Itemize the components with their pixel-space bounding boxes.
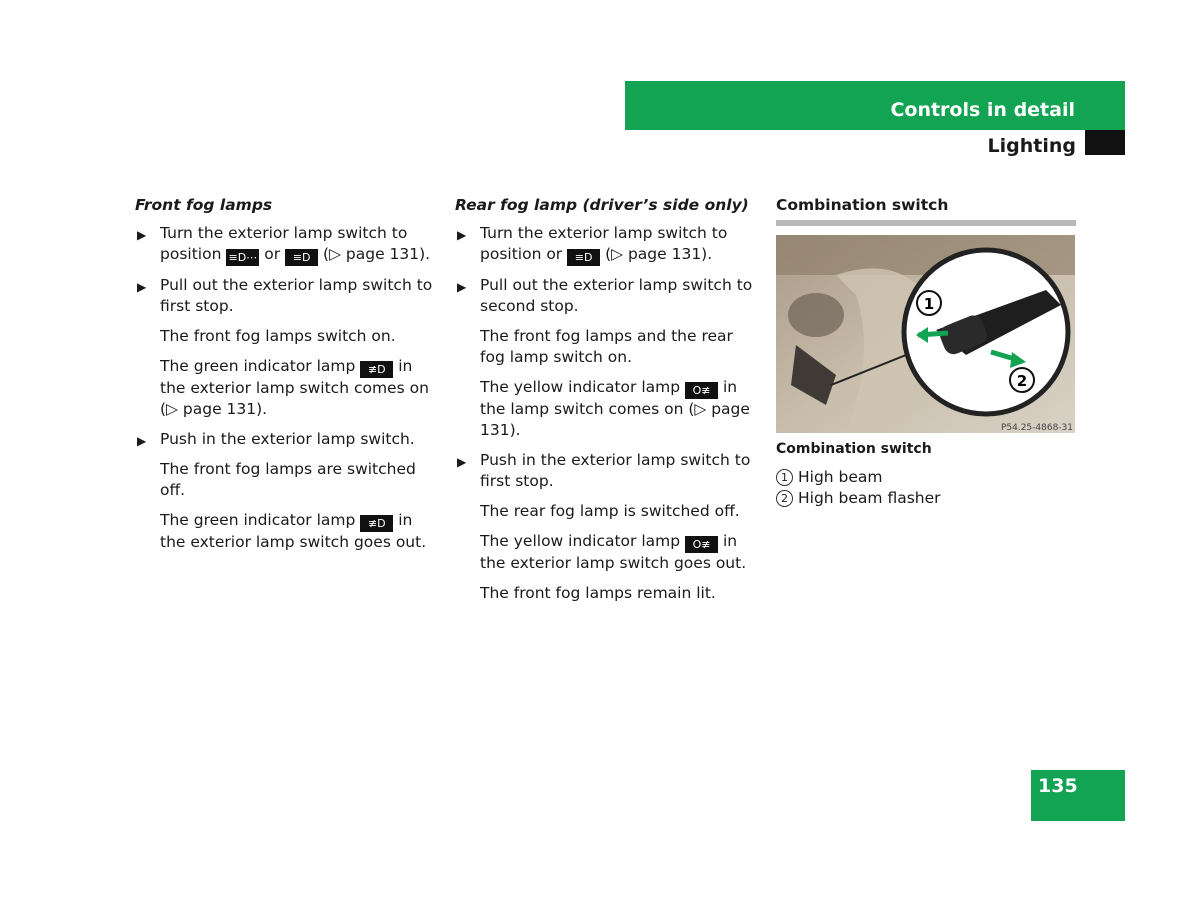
bullet-triangle-icon: ▶ <box>137 434 147 448</box>
page-number: 135 <box>1038 775 1078 797</box>
callout-number-icon: 2 <box>776 490 793 507</box>
low-beam-symbol-icon: ≡D <box>285 249 318 266</box>
column-heading: Front fog lamps <box>135 196 273 214</box>
bullet-triangle-icon: ▶ <box>137 228 147 242</box>
callout-legend <box>776 467 941 509</box>
rear-fog-indicator-icon: O≢ <box>685 536 718 553</box>
result-text: The yellow indicator lamp O≢ in the lamp switch comes on (▷ page 131). <box>480 378 750 439</box>
result-text: The green indicator lamp ≢D in the exterior lamp switch comes on (▷ page 131). <box>160 357 429 418</box>
photo-code: P54.25-4868-31 <box>1000 423 1073 433</box>
front-fog-indicator-icon: ≢D <box>360 361 393 378</box>
callout-2: 2 <box>1016 372 1028 390</box>
section-title: Controls in detail <box>890 99 1075 121</box>
step-3: ▶ Push in the exterior lamp switch to first stop. <box>457 451 751 490</box>
result-text: The front fog lamps are switched off. <box>160 460 416 499</box>
subsection-title: Lighting <box>987 135 1076 157</box>
header-marker <box>1085 130 1125 155</box>
column-rear-fog <box>455 196 755 613</box>
step-3: ▶ Push in the exterior lamp switch. <box>135 429 435 450</box>
bullet-triangle-icon: ▶ <box>457 455 467 469</box>
photo-caption: Combination switch <box>776 441 932 457</box>
result-text: The green indicator lamp ≢D in the exterior lamp switch goes out. <box>160 511 427 551</box>
front-fog-indicator-icon: ≢D <box>360 515 393 532</box>
header-band <box>625 81 1125 130</box>
column-combination-switch <box>776 196 1076 226</box>
list-item: 2 High beam flasher <box>776 488 941 509</box>
column-heading: Combination switch <box>776 196 1076 226</box>
result-text: The front fog lamps switch on. <box>160 327 396 345</box>
step-2: ▶ Pull out the exterior lamp switch to second stop. <box>457 276 753 315</box>
callout-number-icon: 1 <box>776 469 793 486</box>
bullet-triangle-icon: ▶ <box>137 280 147 294</box>
page-number-box <box>1031 770 1125 821</box>
list-item: 1 High beam <box>776 467 941 488</box>
result-text: The rear fog lamp is switched off. <box>480 502 740 520</box>
result-text: The front fog lamps remain lit. <box>480 584 716 602</box>
bullet-triangle-icon: ▶ <box>457 228 467 242</box>
step-2: ▶ Pull out the exterior lamp switch to first stop. <box>137 276 433 315</box>
combination-switch-photo <box>776 235 1075 433</box>
callout-1: 1 <box>923 295 935 313</box>
step-1: ▶ Turn the exterior lamp switch to position ≡D⋯ or ≡D (▷ page 131). <box>137 224 431 264</box>
result-text: The yellow indicator lamp O≢ in the exterior lamp switch goes out. <box>480 532 747 572</box>
low-beam-symbol-icon: ≡D <box>567 249 600 266</box>
step-1: ▶ Turn the exterior lamp switch to position or ≡D (▷ page 131). <box>457 224 728 264</box>
column-front-fog <box>135 196 435 562</box>
fog-lamp-symbol-icon: ≡D⋯ <box>226 249 259 266</box>
rear-fog-indicator-icon: O≢ <box>685 382 718 399</box>
bullet-triangle-icon: ▶ <box>457 280 467 294</box>
column-heading: Rear fog lamp (driver’s side only) <box>455 196 749 214</box>
result-text: The front fog lamps and the rear fog lamp switch on. <box>480 327 733 366</box>
